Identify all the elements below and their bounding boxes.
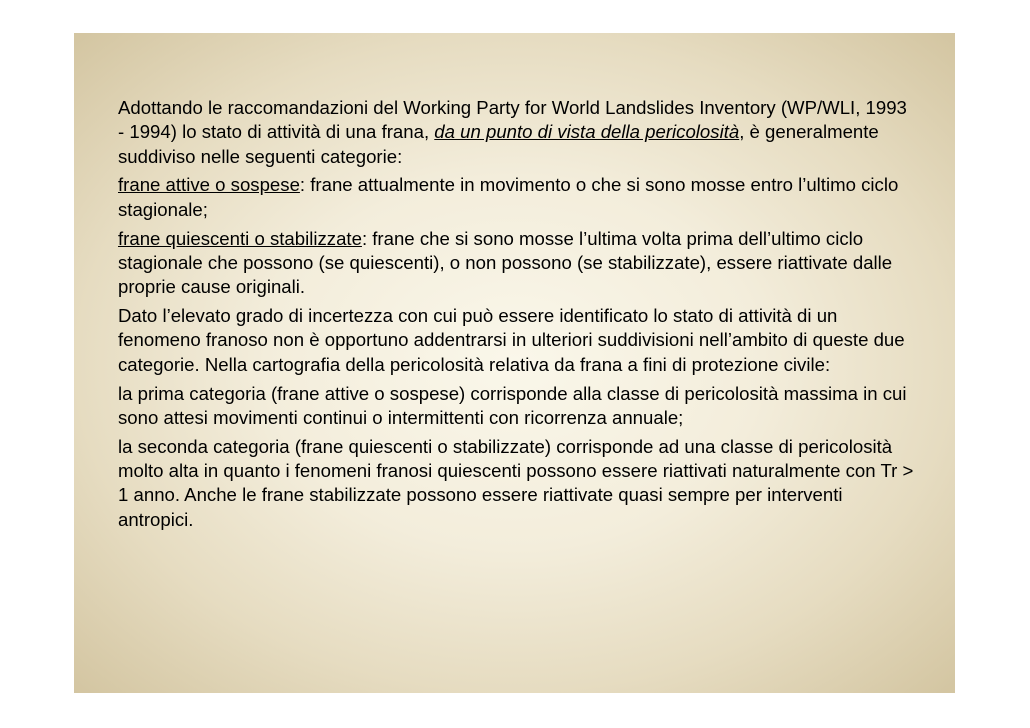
- paragraph-second-category: [118, 435, 918, 532]
- intro-text: Adottando le raccomandazioni del Working Party for World Landslides Inventory (WP/WLI, 1993 - 1994) lo stato di attività di una frana,: [118, 97, 907, 143]
- paragraph-first-category: [118, 382, 918, 431]
- paragraph-intro: [118, 96, 918, 169]
- first-category-text: la prima categoria (frane attive o sospese) corrisponde alla classe di pericolosità massima in cui sono attesi movimenti continui o intermittenti con ricorrenza annuale;: [118, 382, 907, 428]
- definition-dormant-landslides: : frane che si sono mosse l’ultima volta prima dell’ultimo ciclo stagionale che possono (se quiescenti), o non possono (se stabilizzate), essere riattivate dalle proprie cause originali.: [118, 227, 893, 298]
- uncertainty-text: Dato l’elevato grado di incertezza con cui può essere identificato lo stato di attività di un fenomeno franoso non è opportuno addentrarsi in ulteriori suddivisioni nell’ambito di queste due categorie. Nella cartografia della pericolosità relativa da frana a fini di protezione civile:: [118, 305, 905, 375]
- slide-body: [118, 96, 918, 537]
- intro-text-end: , è generalmente suddiviso nelle seguenti categorie:: [118, 121, 879, 167]
- term-dormant-landslides: frane quiescenti o stabilizzate: [118, 227, 362, 249]
- term-active-landslides: frane attive o sospese: [118, 174, 300, 196]
- slide: [74, 33, 955, 693]
- paragraph-active-landslides: [118, 173, 918, 222]
- intro-emphasis: da un punto di vista della pericolosità: [434, 121, 740, 143]
- paragraph-uncertainty: [118, 304, 918, 377]
- second-category-text: la seconda categoria (frane quiescenti o stabilizzate) corrisponde ad una classe di pericolosità molto alta in quanto i fenomeni franosi quiescenti possono essere riattivati naturalmente con Tr > 1 anno. Anche le frane stabilizzate possono essere riattivate quasi sempre per interventi antropici.: [118, 435, 914, 530]
- definition-active-landslides: : frane attualmente in movimento o che si sono mosse entro l’ultimo ciclo stagionale;: [118, 174, 899, 220]
- paragraph-dormant-landslides: [118, 227, 918, 300]
